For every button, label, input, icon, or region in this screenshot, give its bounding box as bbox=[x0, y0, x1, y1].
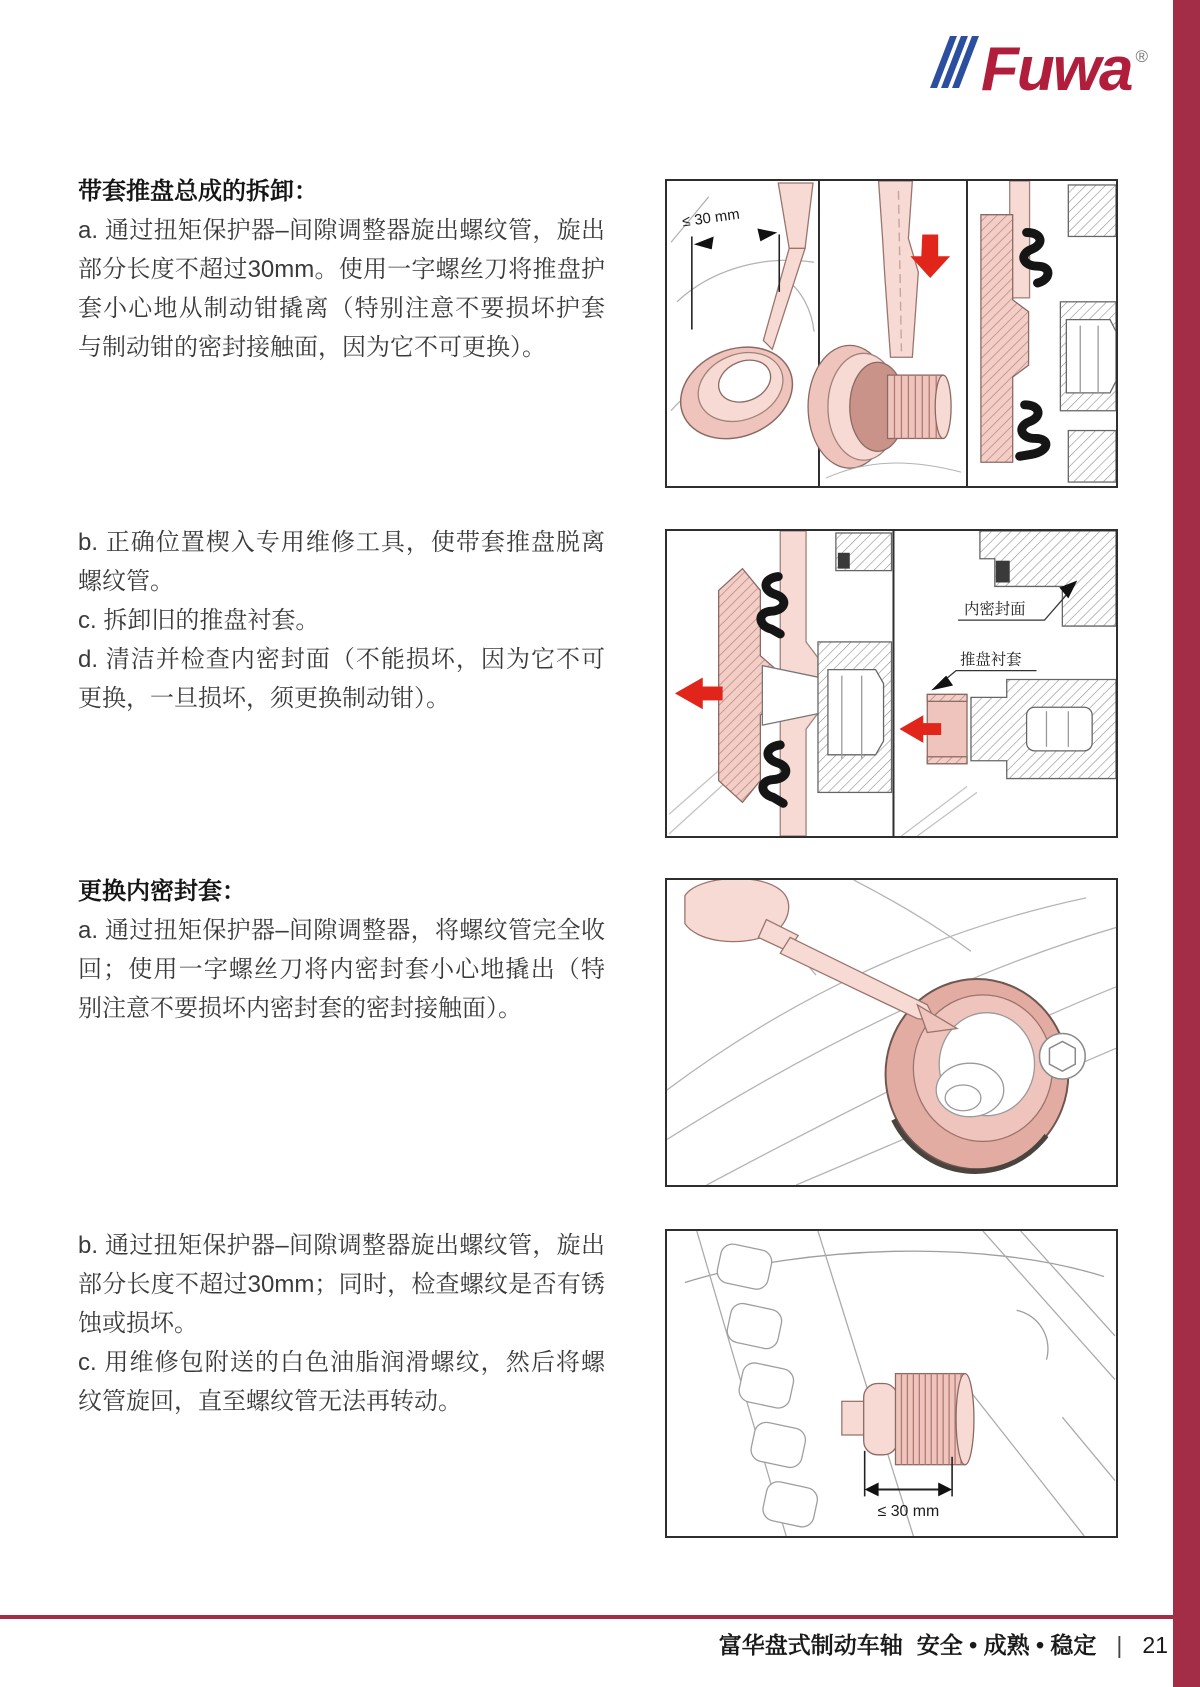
step-text: d. 清洁并检查内密封面（不能损坏，因为它不可更换，一旦损坏，须更换制动钳）。 bbox=[78, 646, 605, 712]
disc-vane-slats bbox=[715, 1242, 819, 1529]
page-number: 21 bbox=[1142, 1632, 1168, 1658]
step-text: a. 通过扭矩保护器–间隙调整器，将螺纹管完全收回；使用一字螺丝刀将内密封套小心地撬出（特别注意不要损坏内密封套的密封接触面）。 bbox=[78, 917, 605, 1022]
fuwa-logo bbox=[940, 24, 1148, 103]
section-pusher-removal-steps bbox=[78, 523, 605, 718]
figure-1 bbox=[665, 179, 1118, 488]
caliper-section-graphic bbox=[1068, 431, 1116, 482]
section-heading: 更换内密封套： bbox=[78, 878, 246, 905]
panel-wedge-press bbox=[808, 181, 961, 478]
section-pusher-removal bbox=[78, 172, 605, 367]
dimension-label: ≤ 30 mm bbox=[877, 1503, 940, 1521]
registered-mark: ® bbox=[1135, 47, 1148, 66]
step-text: b. 通过扭矩保护器–间隙调整器旋出螺纹管，旋出部分长度不超过30mm；同时，检查螺纹是否有锈蚀或损坏。 bbox=[78, 1232, 605, 1337]
figure-3 bbox=[665, 878, 1118, 1187]
section-inner-seal-steps bbox=[78, 1226, 605, 1421]
section-heading: 带套推盘总成的拆卸： bbox=[78, 178, 318, 205]
nut-graphic bbox=[1066, 320, 1116, 393]
fork-tool-graphic bbox=[879, 181, 919, 357]
seal-dot-graphic bbox=[996, 561, 1010, 583]
inner-seal-surface-label: 内密封面 bbox=[964, 601, 1026, 619]
background-line bbox=[901, 786, 976, 836]
figure-2 bbox=[665, 529, 1118, 838]
illustration-threaded-tube bbox=[667, 1231, 1116, 1536]
footer-rule bbox=[0, 1615, 1200, 1619]
bushing-label: 推盘衬套 bbox=[960, 651, 1022, 669]
right-accent-bar bbox=[1173, 0, 1200, 1687]
bushing-flange bbox=[927, 694, 967, 701]
footer-slogan: 安全 • 成熟 • 稳定 bbox=[916, 1632, 1097, 1658]
illustration-remove-bushing bbox=[667, 531, 1116, 836]
illustration-pry-inner-seal bbox=[667, 880, 1116, 1185]
hex-bolt-graphic bbox=[1040, 1033, 1086, 1079]
threaded-tube-graphic bbox=[842, 1374, 974, 1465]
seal-dot-graphic bbox=[838, 553, 850, 569]
screwdriver-graphic bbox=[763, 183, 813, 349]
seal-squiggle-graphic bbox=[1020, 405, 1046, 456]
illustration-pry-boot bbox=[667, 181, 1116, 486]
panel-seal-section bbox=[981, 181, 1116, 482]
nut-graphic bbox=[828, 670, 884, 755]
step-text: b. 正确位置楔入专用维修工具，使带套推盘脱离螺纹管。 bbox=[78, 529, 605, 595]
bushing-flange bbox=[927, 757, 967, 764]
logo-wordmark: Fuwa bbox=[981, 35, 1132, 104]
pusher-plate-graphic bbox=[808, 345, 951, 468]
panel-unscrew-tube bbox=[667, 183, 814, 455]
step-text: c. 拆卸旧的推盘衬套。 bbox=[78, 607, 320, 634]
red-arrow-left-icon bbox=[675, 678, 723, 710]
panel-pull-pusher bbox=[669, 531, 892, 836]
section-inner-seal-replacement bbox=[78, 872, 605, 1028]
step-text: c. 用维修包附送的白色油脂润滑螺纹，然后将螺纹管旋回，直至螺纹管无法再转动。 bbox=[78, 1349, 605, 1415]
leader-arrowhead-icon bbox=[931, 676, 953, 691]
footer-product-name: 富华盘式制动车轴 bbox=[718, 1632, 903, 1658]
screwdriver-graphic bbox=[685, 880, 957, 1033]
page-footer bbox=[719, 1627, 1168, 1660]
nut-graphic bbox=[1027, 707, 1093, 751]
logo-stripes-icon bbox=[940, 36, 973, 88]
caliper-section-graphic bbox=[1068, 185, 1116, 236]
dimension-label: ≤ 30 mm bbox=[681, 206, 741, 231]
panel-bushing-labels bbox=[899, 531, 1116, 836]
logo-brand-text bbox=[981, 24, 1148, 103]
dimension-annotation bbox=[681, 207, 779, 330]
boot-rings-graphic bbox=[667, 331, 806, 455]
step-text: a. 通过扭矩保护器–间隙调整器旋出螺纹管，旋出部分长度不超过30mm。使用一字螺丝刀将推盘护套小心地从制动钳撬离（特别注意不要损坏护套与制动钳的密封接触面，因为它不可更换）。 bbox=[78, 217, 605, 361]
footer-divider: | bbox=[1116, 1632, 1123, 1658]
figure-4 bbox=[665, 1229, 1118, 1538]
